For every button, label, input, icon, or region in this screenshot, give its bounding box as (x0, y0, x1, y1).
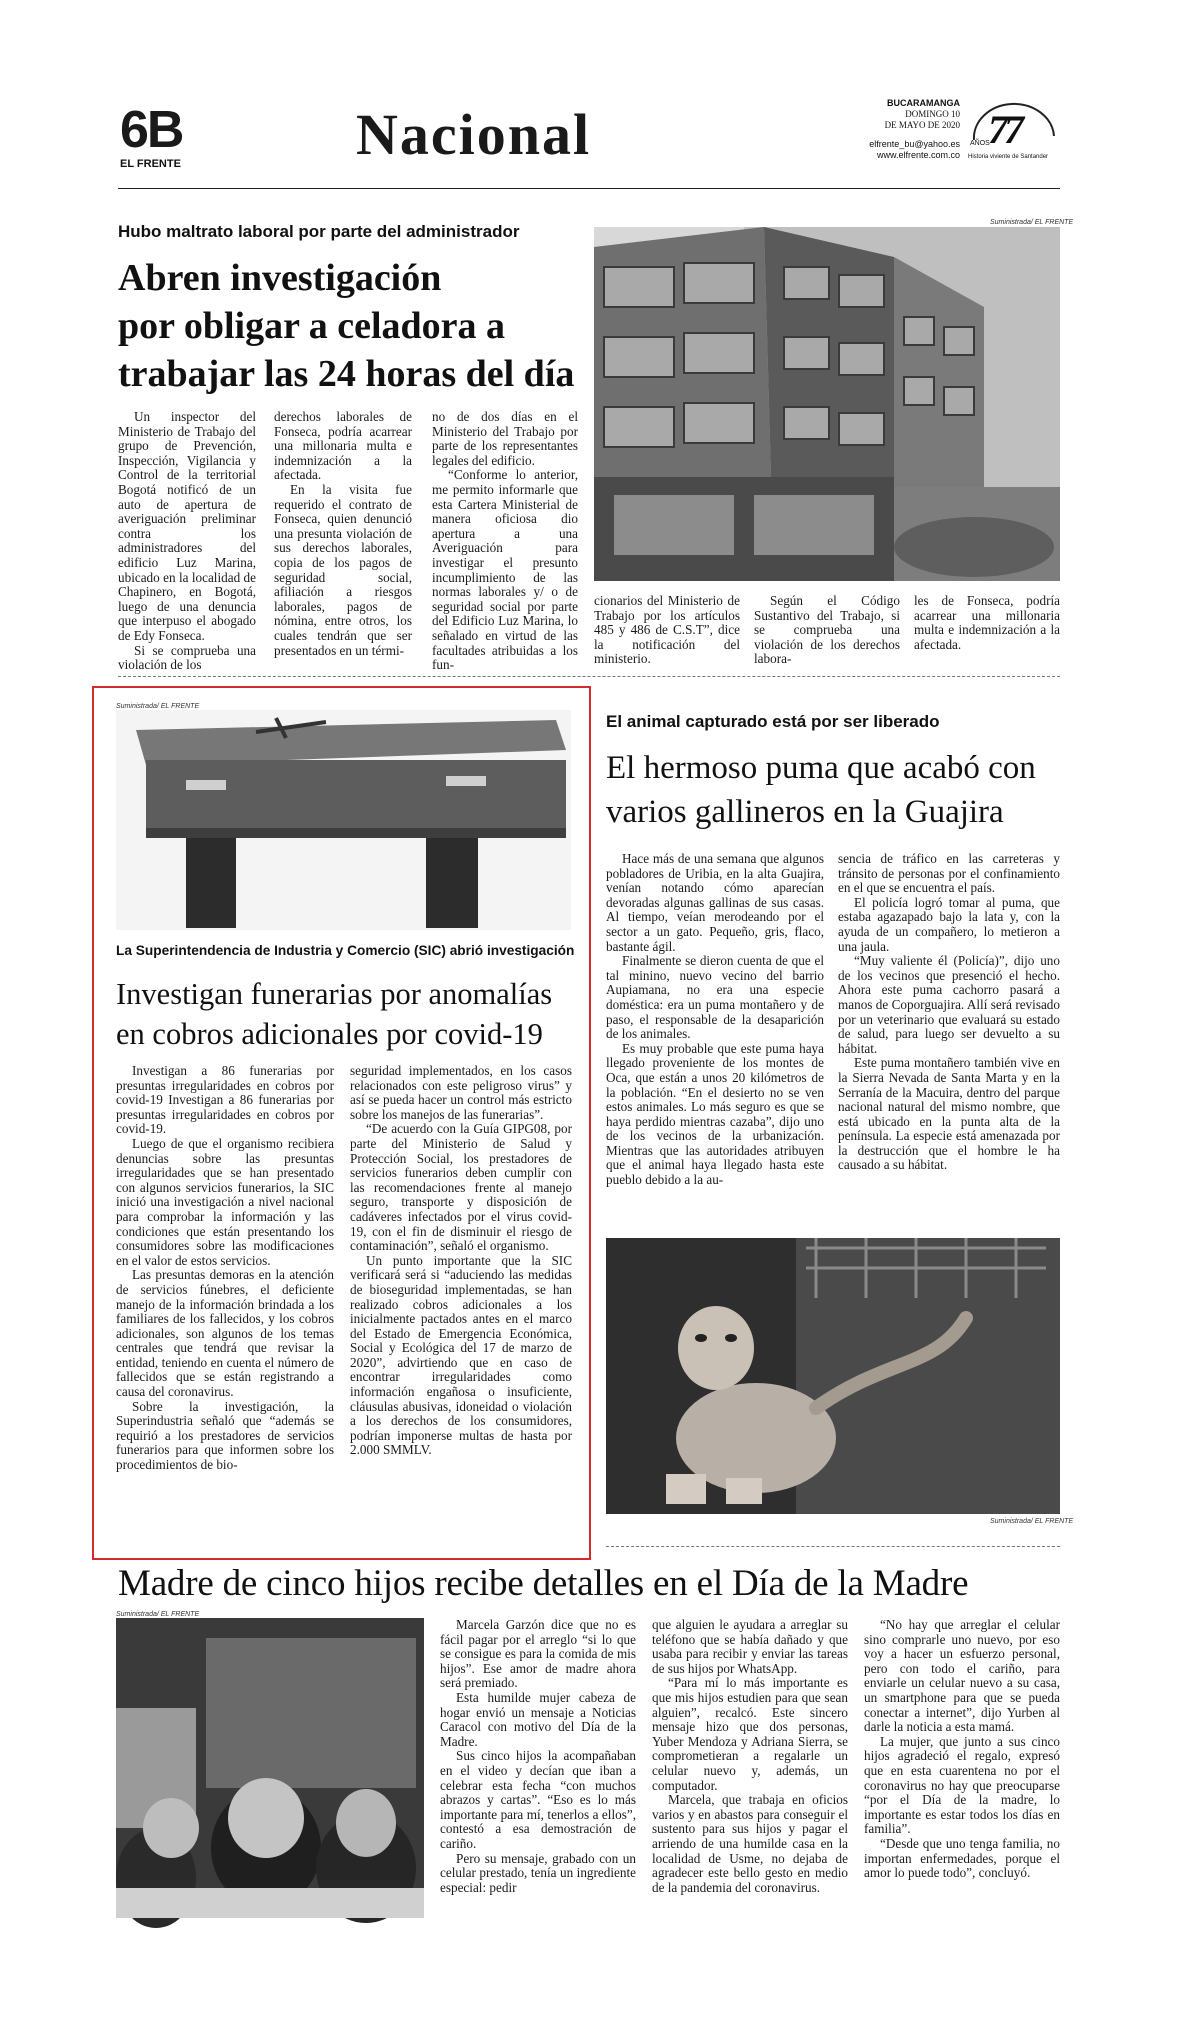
puma-image-icon (606, 1238, 1060, 1514)
headline-line: Investigan funerarias por anomalías (116, 977, 553, 1011)
article1-column (594, 593, 740, 667)
paragraph: Si se comprueba una violación de los (118, 642, 256, 673)
anniversary-number: 77 (988, 107, 1020, 152)
article3-column (838, 852, 1060, 1232)
paragraph: les de Fonseca, podría acarrear una millonaria multa e indemnización a la afectada. (914, 593, 1060, 652)
paragraph: sencia de tráfico en las carreteras y tránsito de personas por el confinamiento en el que se encuentra el país. (838, 851, 1060, 896)
coffin-photo (116, 710, 571, 930)
article3-column (606, 852, 824, 1232)
family-image-icon (116, 1618, 424, 1918)
paragraph: Un inspector del Ministerio de Trabajo del grupo de Prevención, Inspección, Vigilancia y Control de la territorial Bogotá notificó de un auto de apertura de averiguación preliminar contra los administradores del edificio Luz Marina, ubicado en la localidad de Chapinero, en Bogotá, luego de una denuncia que interpuso el abogado de Edy Fonseca. (118, 409, 256, 643)
article2-photo-credit: Suministrada/ EL FRENTE (116, 703, 200, 710)
article2-headline (116, 974, 552, 1054)
headline-line: varios gallineros en la Guajira (606, 794, 1004, 830)
article4-column (440, 1618, 636, 1920)
article4-column (652, 1618, 848, 1920)
paragraph: En la visita fue requerido el contrato de Fonseca, quien denunció una presunta violación de sus derechos laborales, copia de los pagos de seguridad social, afiliación a riesgos laborales, pagos de nómina, entre otros, los cuales tendrán que ser presentados en un térmi- (274, 481, 412, 658)
article1-column (432, 409, 578, 673)
email[interactable]: elfrente_bu@yahoo.es (869, 139, 960, 149)
article1-kicker: Hubo maltrato laboral por parte del administrador (118, 222, 520, 241)
paper-name: EL FRENTE (120, 158, 181, 170)
article1-column (754, 593, 900, 667)
anniversary-word: AÑOS (970, 140, 990, 147)
article4-headline: Madre de cinco hijos recibe detalles en el Día de la Madre (118, 1563, 969, 1604)
article4-column (864, 1618, 1060, 1920)
paragraph: “De acuerdo con la Guía GIPG08, por parte del Ministerio de Salud y Protección Social, los prestadores de servicios funerarios deben cumplir con las recomendaciones frente al manejo seguro, transporte y disposición de cadáveres infectados por el virus covid-19, con el fin de disminuir el riesgo de contaminación”, señaló el organismo. (350, 1121, 572, 1254)
section-divider (118, 676, 1060, 677)
article1-headline (118, 254, 574, 398)
paragraph: Luego de que el organismo recibiera denuncias sobre las presuntas irregularidades que se han presentado con algunos servicios funerarios, la SIC inició una investigación a nivel nacional para comprobar la información y las condiciones que están presentando los consumidores sobre las modificaciones en el valor de estos servicios. (116, 1135, 334, 1268)
paragraph: “Muy valiente él (Policía)”, dijo uno de los vecinos que presenció el hecho. Ahora este puma cachorro pasará a manos de Coporguajira. Allí será revisado por un veterinario que evaluará su estado de salud, para luego ser devuelto a su hábitat. (838, 953, 1060, 1056)
paragraph: Investigan a 86 funerarias por presuntas irregularidades en cobros por covid-19 Investigan a 86 funerarias por presuntas irregularidades en cobros por covid-19. (116, 1063, 334, 1137)
headline-line: El hermoso puma que acabó con (606, 750, 1036, 786)
paragraph: El policía logró tomar al puma, que estaba agazapado bajo la lata y, con la ayuda de un compañero, lo metieron a una jaula. (838, 894, 1060, 954)
paragraph: La mujer, que junto a sus cinco hijos agradeció el regalo, expresó que en esta cuarentena no por el coronavirus no hay que preocuparse “por el Día de la madre, lo importante es estar todos los días en familia”. (864, 1733, 1060, 1837)
paragraph: Pero su mensaje, grabado con un celular prestado, tenía un ingrediente especial: pedir (440, 1850, 636, 1895)
anniversary-logo (966, 100, 1062, 170)
paragraph: cionarios del Ministerio de Trabajo por los artículos 485 y 486 de C.S.T”, dice la notificación del ministerio. (594, 593, 740, 667)
article1-column (118, 409, 256, 673)
paragraph: “No hay que arreglar el celular sino comprarle uno nuevo, por eso voy a hacer un esfuerzo personal, pero con todo el cariño, para enviarle un celular nuevo a su casa, un smartphone para que se pueda conectar a internet”, dijo Yurben al darle la noticia a esta mamá. (864, 1617, 1060, 1735)
paragraph: Según el Código Sustantivo del Trabajo, si se comprueba una violación de los derechos labora- (754, 593, 900, 667)
building-photo (594, 227, 1060, 581)
paragraph: Es muy probable que este puma haya llegado proveniente de los montes de Oca, que están a unos 20 kilómetros de la población. “En el desierto no se ven estos animales. Lo más seguro es que se haya perdido mientras cazaba”, dijo uno de los vecinos de la urbanización. Mientras que las autoridades atribuyen que el animal haya llegado hasta este pueblo debido a la au- (606, 1040, 824, 1188)
paragraph: Las presuntas demoras en la atención de servicios fúnebres, el deficiente manejo de la información brindada a los familiares de los fallecidos, y los cobros adicionales, son algunos de los temas centrales que tendrá que revisar la entidad, teniendo en cuenta el número de fallecidos que se están registrando a causa del coronavirus. (116, 1267, 334, 1400)
paragraph: Marcela, que trabaja en oficios varios y en abastos para conseguir el sustento para sus hijos y pagar el arriendo de una humilde casa en la localidad de Usme, no dejaba de agradecer este bello gesto en medio de la pandemia del coronavirus. (652, 1792, 848, 1895)
article2-column (350, 1064, 572, 1546)
paragraph: no de dos días en el Ministerio del Trabajo por parte de los representantes legales del edificio. (432, 409, 578, 468)
paragraph: “Desde que uno tenga familia, no importan enfermedades, porque el amor lo puede todo”, concluyó. (864, 1835, 1060, 1881)
paragraph: “Para mí lo más importante es que mis hijos estudien para que sean alguien”, recalcó. Este sincero mensaje hizo que dos personas, Yuber Mendoza y Adriana Sierra, se comprometieran a regalarle un celular nuevo y, además, un computador. (652, 1675, 848, 1793)
website[interactable]: www.elfrente.com.co (876, 150, 960, 160)
paragraph: seguridad implementados, en los casos relacionados con este peligroso virus” y así se pueda hacer un control más estricto sobre los manejos de las funerarias”. (350, 1063, 572, 1122)
paragraph: Un punto importante que la SIC verificará será si “aduciendo las medidas de bioseguridad implementadas, se han realizado cobros adicionales a los inicialmente pactados antes en el marco del Estado de Emergencia Económica, Social y Ecológica del 17 de marzo de 2020”, advirtiendo que en caso de encontrar irregularidades como información engañosa o insuficiente, cláusulas abusivas, idoneidad o violación a los derechos de los consumidores, podrían imponerse multas de hasta por 2.000 SMMLV. (350, 1252, 572, 1458)
section-title: Nacional (356, 102, 592, 167)
paragraph: Hace más de una semana que algunos pobladores de Uribia, en la alta Guajira, venían notando cómo aparecían devoradas algunas gallinas de sus casas. Al tiempo, veían merodeando por el sector a un gato. Pequeño, gris, flaco, bastante ágil. (606, 851, 824, 954)
headline-line: Abren investigación (118, 257, 442, 299)
article2-kicker: La Superintendencia de Industria y Comercio (SIC) abrió investigación (116, 943, 575, 959)
masthead-rule (118, 188, 1060, 189)
article4-photo-credit: Suministrada/ EL FRENTE (116, 1611, 200, 1618)
article2-column (116, 1064, 334, 1546)
page-number: 6B (120, 101, 183, 159)
paragraph: Marcela Garzón dice que no es fácil pagar por el arreglo “si lo que se consigue es para la comida de mis hijos”. Ese amor de madre ahora será premiado. (440, 1617, 636, 1691)
paragraph: que alguien le ayudara a arreglar su teléfono que se había dañado y que usaba para recibir y enviar las tareas de sus hijos por WhatsApp. (652, 1617, 848, 1676)
headline-line: en cobros adicionales por covid-19 (116, 1017, 543, 1051)
paragraph: Sus cinco hijos la acompañaban en el video y decían que iban a celebrar esta fecha “con muchos abrazos y cartas”. “Eso es lo más importante para mí, tenerlos a ellos”, contestó a esa demostración de cariño. (440, 1748, 636, 1851)
mother-photo (116, 1618, 424, 1918)
date-line-2: DE MAYO DE 2020 (884, 120, 960, 130)
paragraph: Sobre la investigación, la Superindustria señaló que “además se requirió a los prestadores de servicios funerarios para que informen sobre los procedimientos de bio- (116, 1398, 334, 1473)
article3-headline (606, 746, 1036, 834)
paragraph: derechos laborales de Fonseca, podría acarrear una millonaria multa e indemnización a la afectada. (274, 409, 412, 483)
building-image-icon (594, 227, 1060, 581)
paragraph: Finalmente se dieron cuenta de que el tal minino, nuevo vecino del barrio Aupiamana, no era una especie doméstica: era un puma montañero y de paso, el responsable de la desaparición de los animales. (606, 953, 824, 1042)
article1-column (274, 410, 412, 662)
section-divider (606, 1546, 1060, 1547)
city: BUCARAMANGA (887, 98, 960, 108)
article1-column (914, 594, 1060, 662)
headline-line: trabajar las 24 horas del día (118, 353, 575, 395)
article1-photo-credit: Suministrada/ EL FRENTE (990, 219, 1074, 226)
paragraph: Este puma montañero también vive en la Sierra Nevada de Santa Marta y en la Serranía de la Macuira, dentro del parque nacional natural del mismo nombre, que está ubicado en la punta alta de la península. La especie está amenazada por la destrucción que el hombre le ha causado a su hábitat. (838, 1055, 1060, 1173)
paragraph: “Conforme lo anterior, me permito informarle que esta Cartera Ministerial de manera oficiosa dio apertura a una Averiguación para investigar el presunto incumplimiento de las normas laborales y/ o de seguridad social por parte del Edificio Luz Marina, lo señalado en virtud de las facultades atribuidas a los fun- (432, 467, 578, 673)
date-block (820, 98, 960, 161)
article3-kicker: El animal capturado está por ser liberado (606, 712, 940, 731)
date-line-1: DOMINGO 10 (905, 109, 960, 119)
headline-line: por obligar a celadora a (118, 305, 506, 347)
puma-photo (606, 1238, 1060, 1514)
coffin-image-icon (116, 710, 571, 930)
article3-photo-credit: Suministrada/ EL FRENTE (990, 1518, 1074, 1525)
paragraph: Esta humilde mujer cabeza de hogar envió un mensaje a Noticias Caracol con motivo del Día de la Madre. (440, 1689, 636, 1749)
anniversary-tagline: Historia viviente de Santander (968, 154, 1049, 160)
